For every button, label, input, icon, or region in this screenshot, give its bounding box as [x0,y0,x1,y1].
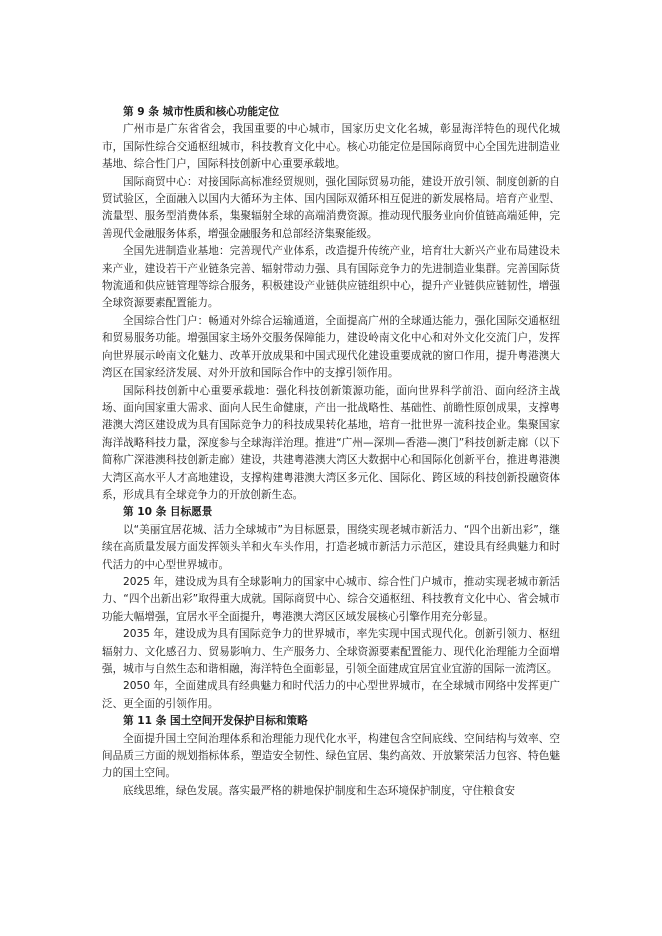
paragraph: 国际科技创新中心重要承载地：强化科技创新策源功能，面向世界科学前沿、面向经济主战场、面向国家重大需求、面向人民生命健康，产出一批战略性、基础性、前瞻性原创成果，支撑粤港澳大湾区建设成为具有国际竞争力的科技成果转化基地，培育一批世界一流科技企业。集聚国家海洋战略科技力量，深度参与全球海洋治理。推进“广州—深圳—香港—澳门”科技创新走廊（以下简称广深港澳科技创新走廊）建设，共建粤港澳大湾区大数据中心和国际化创新平台，推进粤港澳大湾区高水平人才高地建设，支撑构建粤港澳大湾区多元化、国际化、跨区域的科技创新投融资体系，形成具有全球竞争力的开放创新生态。 [102,384,560,501]
paragraph: 广州市是广东省省会，我国重要的中心城市，国家历史文化名城，彰显海洋特色的现代化城市，国际性综合交通枢纽城市，科技教育文化中心。核心功能定位是国际商贸中心全国先进制造业基地、综合性门户，国际科技创新中心重要承载地。 [102,123,560,171]
paragraph: 底线思维，绿色发展。落实最严格的耕地保护制度和生态环境保护制度，守住粮食安 [123,784,515,797]
paragraph: 以“美丽宜居花城、活力全球城市”为目标愿景，围绕实现老城市新活力、“四个出新出彩”，继续在高质量发展方面发挥领头羊和火车头作用，打造老城市新活力示范区，建设具有经典魅力和时代活力的中心型世界城市。 [102,523,560,571]
section-heading-10: 第 10 条 目标愿景 [123,506,213,519]
paragraph: 2050 年，全面建成具有经典魅力和时代活力的中心型世界城市，在全球城市网络中发挥更广泛、更全面的引领作用。 [102,680,560,710]
paragraph: 全国先进制造业基地：完善现代产业体系，改造提升传统产业，培育壮大新兴产业布局建设未来产业，建设若干产业链条完善、辐射带动力强、具有国际竞争力的先进制造业集群。完善国际货物流通和供应链管理等综合服务，积极建设产业链供应链组织中心，提升产业链供应链韧性，增强全球资源要素配置能力。 [102,245,560,310]
paragraph: 国际商贸中心：对接国际高标准经贸规则，强化国际贸易功能，建设开放引领、制度创新的自贸试验区，全面融入以国内大循环为主体、国内国际双循环相互促进的新发展格局。培育产业型、流量型、服务型消费体系，集聚辐射全球的高端消费资源。推动现代服务业向价值链高端延伸，完善现代金融服务体系，增强金融服务和总部经济集聚能级。 [102,175,560,240]
paragraph: 全国综合性门户：畅通对外综合运输通道，全面提高广州的全球通达能力，强化国际交通枢纽和贸易服务功能。增强国家主场外交服务保障能力，建设岭南文化中心和对外文化交流门户，发挥向世界展示岭南文化魅力、改革开放成果和中国式现代化建设重要成就的窗口作用，提升粤港澳大湾区在国家经济发展、对外开放和国际合作中的支撑引领作用。 [102,314,560,380]
paragraph: 2035 年，建设成为具有国际竞争力的世界城市，率先实现中国式现代化。创新引领力、枢纽辐射力、文化感召力、贸易影响力、生产服务力、全球资源要素配置能力、现代化治理能力全面增强，城市与自然生态和谐相融，海洋特色全面彰显，引领全面建成宜居宜业宜游的国际一流湾区。 [102,628,560,675]
paragraph: 全面提升国土空间治理体系和治理能力现代化水平，构建包含空间底线、空间结构与效率、空间品质三方面的规划指标体系，塑造安全韧性、绿色宜居、集约高效、开放繁荣活力包容、特色魅力的国土空间。 [102,732,560,780]
section-heading-9: 第 9 条 城市性质和核心功能定位 [123,106,280,118]
paragraph: 2025 年，建设成为具有全球影响力的国家中心城市、综合性门户城市，推动实现老城市新活力、“四个出新出彩”取得重大成就。国际商贸中心、综合交通枢纽、科技教育文化中心、省会城市功能大幅增强，宜居水平全面提升，粤港澳大湾区区域发展核心引擎作用充分彰显。 [102,575,560,623]
document-body [102,104,560,800]
section-heading-11: 第 11 条 国土空间开发保护目标和策略 [123,715,308,728]
